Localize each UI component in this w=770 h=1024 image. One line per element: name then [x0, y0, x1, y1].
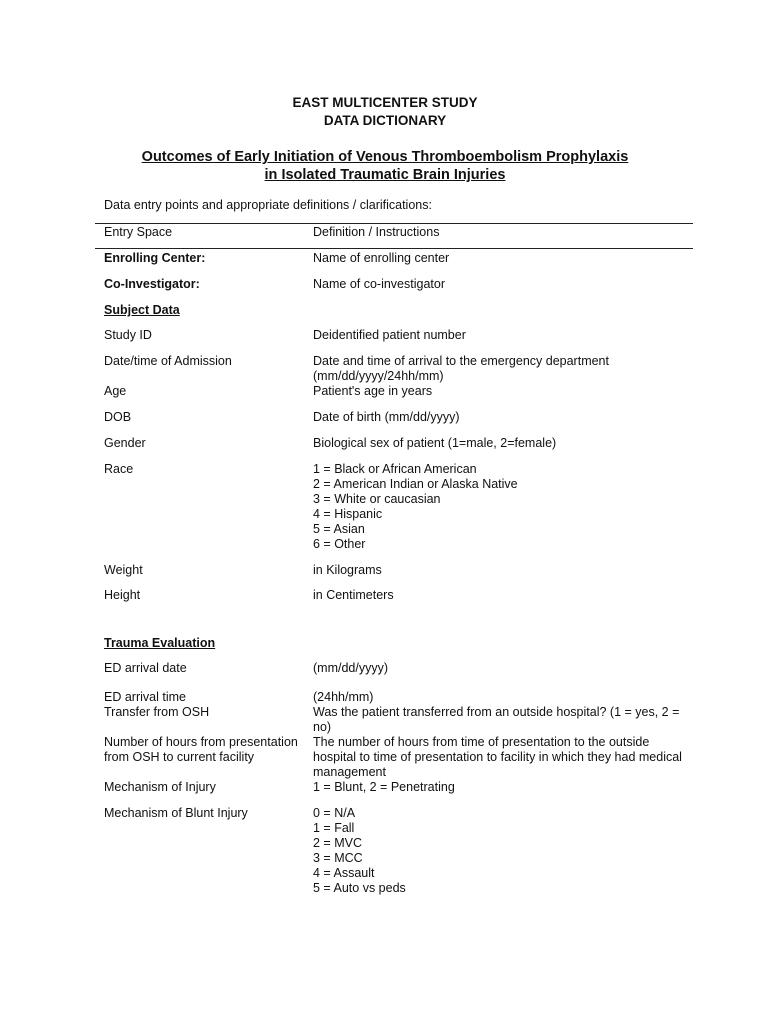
entry-definition — [313, 705, 693, 735]
option-line: 0 = N/A — [313, 806, 356, 820]
entry-definition: Biological sex of patient (1=male, 2=female) — [313, 436, 557, 450]
option-line: 2 = MVC — [313, 836, 362, 850]
option-line: 3 = White or caucasian — [313, 492, 441, 506]
section-heading-trauma-evaluation: Trauma Evaluation — [104, 636, 216, 650]
entry-definition: 1 = Blunt, 2 = Penetrating — [313, 780, 455, 794]
entry-definition: Date of birth (mm/dd/yyyy) — [313, 410, 460, 424]
label-line: from OSH to current facility — [104, 750, 255, 764]
entry-label: Mechanism of Injury — [104, 780, 216, 794]
entry-label: Gender — [104, 436, 146, 450]
option-line: 5 = Auto vs peds — [313, 881, 406, 895]
option-line: 3 = MCC — [313, 851, 363, 865]
entry-label: Weight — [104, 563, 143, 577]
entry-label: Enrolling Center: — [104, 251, 206, 265]
column-header-entry: Entry Space — [104, 225, 173, 239]
entry-label: Date/time of Admission — [104, 354, 232, 368]
definition-line: management — [313, 765, 386, 779]
definition-line: (mm/dd/yyyy/24hh/mm) — [313, 369, 444, 383]
entry-label: Height — [104, 588, 141, 602]
intro-text: Data entry points and appropriate definitions / clarifications: — [104, 198, 432, 212]
study-title-line2: in Isolated Traumatic Brain Injuries — [264, 167, 506, 183]
entry-definition — [313, 806, 693, 896]
option-line: 5 = Asian — [313, 522, 365, 536]
definition-line: Was the patient transferred from an outside hospital? (1 = yes, 2 = — [313, 705, 680, 719]
entry-definition: in Centimeters — [313, 588, 394, 602]
option-line: 6 = Other — [313, 537, 366, 551]
entry-definition: (24hh/mm) — [313, 690, 374, 704]
section-heading-subject-data: Subject Data — [104, 303, 180, 317]
entry-definition: Deidentified patient number — [313, 328, 466, 342]
doc-type: DATA DICTIONARY — [323, 113, 447, 128]
study-title-line1: Outcomes of Early Initiation of Venous Thromboembolism Prophylaxis — [141, 149, 629, 165]
option-line: 2 = American Indian or Alaska Native — [313, 477, 518, 491]
definition-line: The number of hours from time of presentation to the outside — [313, 735, 650, 749]
entry-definition: Patient's age in years — [313, 384, 433, 398]
entry-label: Transfer from OSH — [104, 705, 210, 719]
entry-definition — [313, 354, 693, 384]
entry-definition: (mm/dd/yyyy) — [313, 661, 388, 675]
entry-label: Co-Investigator: — [104, 277, 200, 291]
label-line: Number of hours from presentation — [104, 735, 298, 749]
option-line: 1 = Black or African American — [313, 462, 477, 476]
entry-definition: Name of co-investigator — [313, 277, 446, 291]
study-name: EAST MULTICENTER STUDY — [292, 95, 478, 110]
definition-line: no) — [313, 720, 332, 734]
entry-definition — [313, 462, 693, 552]
option-line: 4 = Hispanic — [313, 507, 383, 521]
entry-label — [104, 735, 309, 765]
definition-line: Date and time of arrival to the emergency department — [313, 354, 609, 368]
entry-definition: Name of enrolling center — [313, 251, 450, 265]
entry-label: ED arrival time — [104, 690, 186, 704]
table-top-rule — [95, 223, 693, 224]
entry-label: Race — [104, 462, 134, 476]
column-header-definition: Definition / Instructions — [313, 225, 440, 239]
entry-label: ED arrival date — [104, 661, 187, 675]
entry-definition — [313, 735, 693, 780]
entry-label: Study ID — [104, 328, 152, 342]
entry-label: DOB — [104, 410, 132, 424]
entry-label: Mechanism of Blunt Injury — [104, 806, 248, 820]
option-line: 4 = Assault — [313, 866, 375, 880]
table-header-rule — [95, 248, 693, 249]
option-line: 1 = Fall — [313, 821, 355, 835]
definition-line: hospital to time of presentation to facility in which they had medical — [313, 750, 682, 764]
entry-definition: in Kilograms — [313, 563, 382, 577]
entry-label: Age — [104, 384, 127, 398]
